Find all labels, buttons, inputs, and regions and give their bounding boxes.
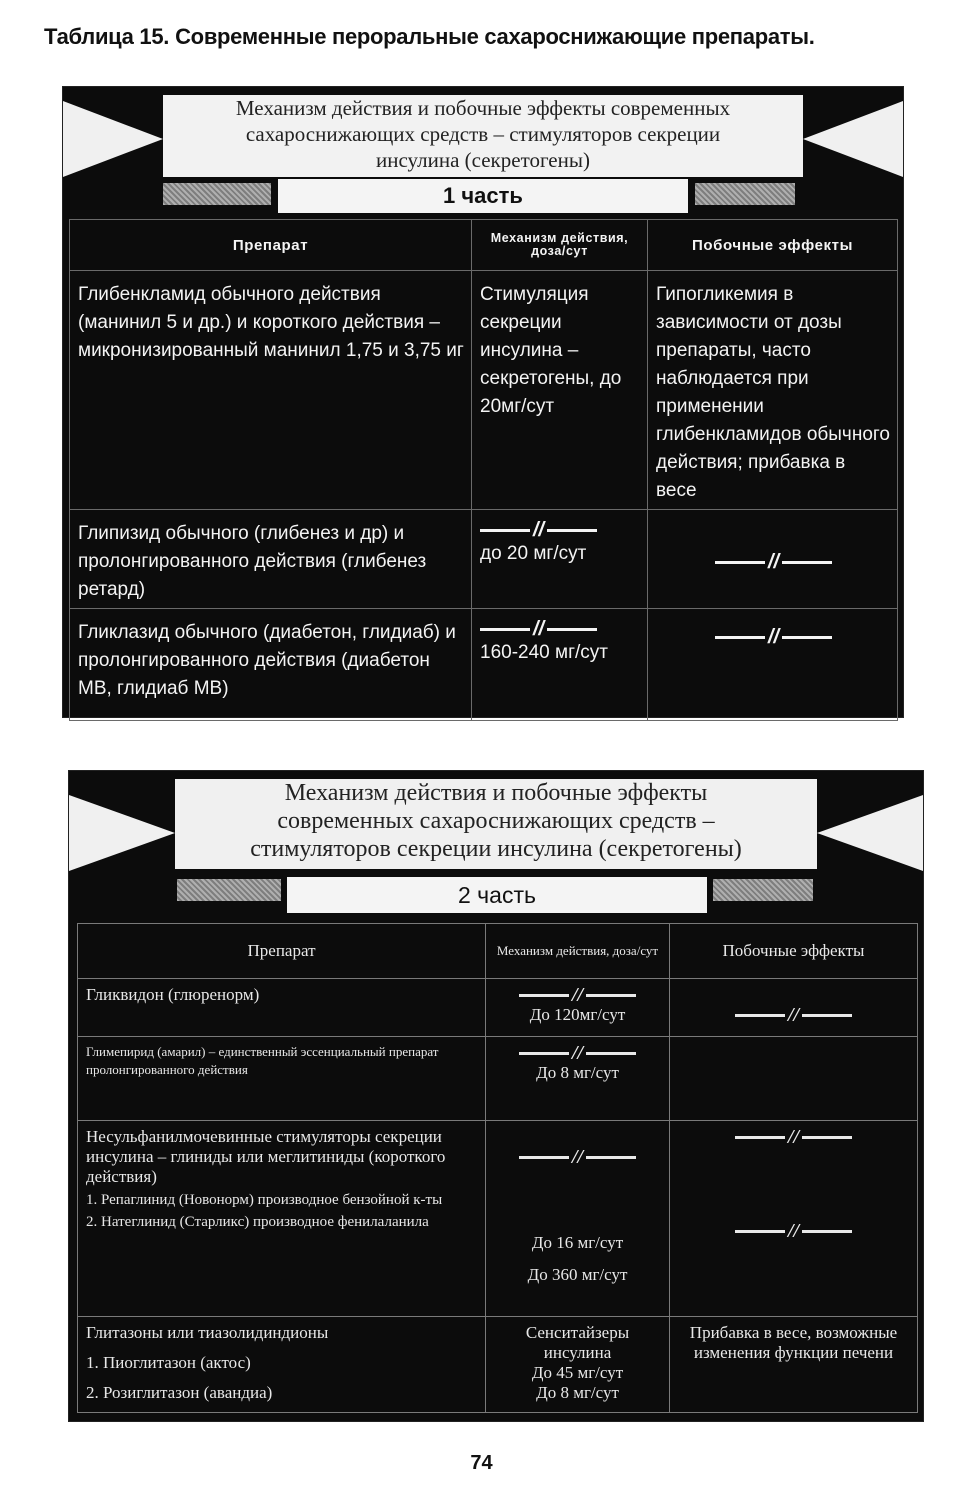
side-effects-cell (670, 1121, 918, 1317)
drug-item: 1. Репаглинид (Новонорм) производное бензойной к-ты (86, 1192, 443, 1208)
drug-group-title: Несульфанилмочевинные стимуляторы секреции инсулина – глиниды или меглитиниды (короткого действия) (86, 1127, 446, 1186)
table-panel-part2 (68, 770, 924, 1422)
table-row (70, 609, 898, 721)
part-label: 1 часть (278, 179, 688, 213)
speckle-decoration (163, 183, 271, 205)
ditto-mark: // (678, 1127, 909, 1147)
page-number: 74 (470, 1452, 493, 1474)
ditto-mark: // (678, 1005, 909, 1025)
panel2-heading (175, 779, 817, 869)
dose-text: до 20 мг/сут (480, 543, 587, 564)
left-arrow-decoration (69, 795, 175, 871)
part-label: 2 часть (287, 877, 707, 913)
panel1-heading (163, 95, 803, 177)
table-title: Современные пероральные сахароснижающие препараты. (175, 24, 815, 49)
heading-line: стимуляторов секреции инсулина (секретогены) (250, 836, 742, 862)
speckle-decoration (177, 879, 281, 901)
mechanism-cell (486, 1121, 670, 1317)
side-effects-cell (670, 1037, 918, 1121)
dose-text: 160-240 мг/сут (480, 642, 608, 663)
table-panel-part1 (62, 86, 904, 718)
drug-cell: Гликвидон (глюренорм) (78, 979, 486, 1037)
drug-cell: Глимепирид (амарил) – единственный эссенциальный препарат пролонгированного действия (78, 1037, 486, 1121)
ditto-mark: // (494, 1147, 661, 1167)
table-label: Таблица 15. (44, 24, 170, 49)
dose-text: До 16 мг/сут (531, 1233, 624, 1252)
table-row (70, 271, 898, 510)
speckle-decoration (713, 879, 813, 901)
table-row (78, 1121, 918, 1317)
side-effects-cell (648, 609, 898, 721)
ditto-mark: // (480, 520, 641, 540)
drug-item: 1. Пиоглитазон (актос) (86, 1353, 251, 1372)
dose-text: До 360 мг/сут (527, 1265, 628, 1284)
left-arrow-decoration (63, 101, 163, 177)
mechanism-cell (486, 1037, 670, 1121)
drug-cell: Гликлазид обычного (диабетон, глидиаб) и пролонгированного действия (диабетон МВ, глидиаб МВ) (70, 609, 472, 721)
col-header-side-effects: Побочные эффекты (670, 924, 918, 979)
side-effects-cell (670, 979, 918, 1037)
ditto-mark: // (494, 1043, 661, 1063)
col-header-drug: Препарат (78, 924, 486, 979)
heading-line: инсулина (секретогены) (376, 148, 590, 172)
dose-text: До 45 мг/сут (531, 1363, 624, 1382)
table-row (78, 1317, 918, 1413)
ditto-mark: // (494, 985, 661, 1005)
ditto-mark: // (678, 1221, 909, 1241)
heading-line: Механизм действия и побочные эффекты современных (235, 96, 731, 120)
speckle-decoration (695, 183, 795, 205)
mechanism-cell (486, 979, 670, 1037)
drug-table-part2 (77, 923, 918, 1413)
drug-item: 2. Розиглитазон (авандиа) (86, 1383, 273, 1402)
table-header-row (78, 924, 918, 979)
side-effects-cell (648, 510, 898, 609)
table-row (78, 1037, 918, 1121)
table-header-row (70, 220, 898, 271)
right-arrow-decoration (803, 101, 903, 177)
ditto-mark: // (656, 627, 891, 647)
dose-text: До 120мг/сут (529, 1005, 626, 1024)
col-header-mechanism: Механизм действия, доза/сут (472, 220, 648, 271)
drug-cell (78, 1121, 486, 1317)
side-effects-cell: Прибавка в весе, возможные изменения функции печени (670, 1317, 918, 1413)
page-title (44, 24, 944, 50)
heading-line: сахароснижающих средств – стимуляторов секреции (245, 122, 721, 146)
drug-cell: Глибенкламид обычного действия (манинил 5 и др.) и короткого действия – микронизированный манинил 1,75 и 3,75 иг (70, 271, 472, 510)
col-header-side-effects: Побочные эффекты (648, 220, 898, 271)
heading-line: Механизм действия и побочные эффекты (284, 780, 708, 806)
mechanism-cell: Стимуляция секреции инсулина – секретогены, до 20мг/сут (472, 271, 648, 510)
side-effects-cell: Гипогликемия в зависимости от дозы препараты, часто наблюдается при применении глибенкламидов обычного действия; прибавка в весе (648, 271, 898, 510)
drug-group-title: Глитазоны или тиазолидиндионы (86, 1323, 329, 1342)
dose-text: До 8 мг/сут (536, 1383, 619, 1402)
col-header-mechanism: Механизм действия, доза/сут (486, 924, 670, 979)
heading-line: современных сахароснижающих средств – (277, 808, 715, 834)
mechanism-text: Сенситайзеры инсулина (525, 1323, 630, 1362)
drug-table-part1 (69, 219, 898, 721)
drug-cell (78, 1317, 486, 1413)
right-arrow-decoration (817, 795, 923, 871)
table-row (70, 510, 898, 609)
table-row (78, 979, 918, 1037)
drug-item: 2. Натеглинид (Старликс) производное фенилаланила (86, 1214, 429, 1230)
ditto-mark: // (656, 552, 891, 572)
dose-text: До 8 мг/сут (536, 1063, 619, 1082)
mechanism-cell (472, 510, 648, 609)
ditto-mark: // (480, 619, 641, 639)
mechanism-cell (472, 609, 648, 721)
col-header-drug: Препарат (70, 220, 472, 271)
mechanism-cell (486, 1317, 670, 1413)
drug-cell: Глипизид обычного (глибенез и др) и пролонгированного действия (глибенез ретард) (70, 510, 472, 609)
